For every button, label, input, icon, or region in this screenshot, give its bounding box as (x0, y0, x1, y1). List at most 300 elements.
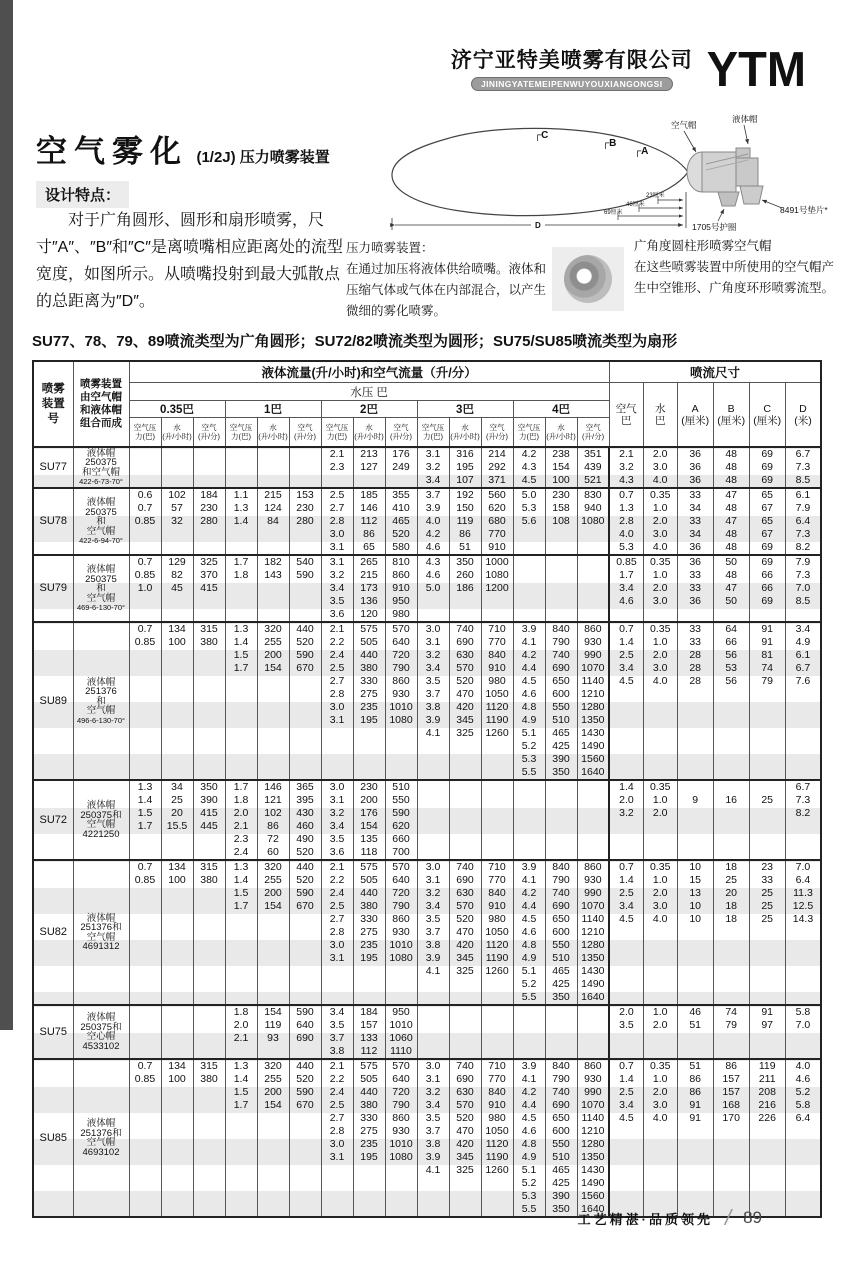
table-row (33, 780, 821, 794)
value-cell (785, 1138, 821, 1151)
value-cell (321, 753, 353, 766)
value-cell (289, 1112, 321, 1125)
value-cell: 102 (257, 807, 289, 820)
value-cell: 20 (713, 887, 749, 900)
value-cell: 550 (545, 1138, 577, 1151)
value-cell (417, 991, 449, 1005)
value-cell (225, 1190, 257, 1203)
value-cell (785, 727, 821, 740)
value-cell: 3.8 (417, 701, 449, 714)
combo-cell: 液体帽 250375 和 空气帽 422-6-94-70° (73, 488, 129, 555)
value-cell: 4.6 (417, 541, 449, 555)
value-cell: 3.9 (417, 714, 449, 727)
table-row (33, 595, 821, 608)
value-cell: 100 (161, 636, 193, 649)
value-cell: 226 (749, 1112, 785, 1125)
value-cell: 0.7 (129, 622, 161, 636)
value-cell: 3.0 (321, 1138, 353, 1151)
value-cell (713, 833, 749, 846)
value-cell (257, 1177, 289, 1190)
value-cell (417, 766, 449, 780)
value-cell (513, 582, 545, 595)
value-cell: 351 (577, 447, 609, 461)
value-cell: 47 (713, 515, 749, 528)
spec-table (32, 360, 822, 1218)
value-cell (193, 978, 225, 991)
value-cell: 3.7 (321, 1032, 353, 1045)
value-cell: 6.7 (785, 662, 821, 675)
value-cell (417, 1045, 449, 1059)
value-cell: 720 (385, 649, 417, 662)
value-cell (321, 978, 353, 991)
value-cell: 315 (193, 622, 225, 636)
device-id-cell: SU89 (33, 622, 73, 780)
value-cell: 135 (353, 833, 385, 846)
value-cell (643, 978, 677, 991)
value-cell (749, 753, 785, 766)
value-cell (417, 740, 449, 753)
table-row (33, 1045, 821, 1059)
value-cell (225, 474, 257, 488)
table-row (33, 860, 821, 874)
value-cell (643, 688, 677, 701)
value-cell (289, 1164, 321, 1177)
table-row (33, 636, 821, 649)
value-cell: 86 (353, 528, 385, 541)
value-cell (785, 1045, 821, 1059)
value-cell: 415 (193, 582, 225, 595)
value-cell: 380 (193, 874, 225, 887)
value-cell: 235 (353, 939, 385, 952)
table-row (33, 965, 821, 978)
value-cell: 1.3 (225, 502, 257, 515)
value-cell: 25 (713, 874, 749, 887)
value-cell: 119 (749, 1059, 785, 1073)
table-row (33, 1086, 821, 1099)
value-cell (225, 740, 257, 753)
value-cell: 465 (545, 965, 577, 978)
value-cell (129, 714, 161, 727)
value-cell: 4.5 (513, 1112, 545, 1125)
value-cell: 660 (385, 833, 417, 846)
value-cell (129, 595, 161, 608)
value-cell: 590 (289, 887, 321, 900)
value-cell (161, 714, 193, 727)
value-cell: 5.2 (785, 1086, 821, 1099)
table-row (33, 528, 821, 541)
value-cell: 325 (449, 1164, 481, 1177)
value-cell: 3.9 (417, 502, 449, 515)
value-cell: 86 (257, 820, 289, 833)
value-cell: 3.4 (417, 474, 449, 488)
value-cell: 3.2 (321, 807, 353, 820)
value-cell: 34 (161, 780, 193, 794)
value-cell (713, 1125, 749, 1138)
value-cell (749, 1190, 785, 1203)
value-cell (643, 833, 677, 846)
header-cell: 4巴 (513, 401, 609, 418)
value-cell: 28 (677, 649, 713, 662)
value-cell: 1000 (481, 555, 513, 569)
value-cell (749, 740, 785, 753)
value-cell: 100 (545, 474, 577, 488)
value-cell: 790 (545, 874, 577, 887)
value-cell (609, 727, 643, 740)
value-cell: 134 (161, 860, 193, 874)
value-cell: 990 (577, 649, 609, 662)
header-cell: 0.35巴 (129, 401, 225, 418)
value-cell (481, 833, 513, 846)
value-cell: 3.5 (321, 833, 353, 846)
value-cell: 265 (353, 555, 385, 569)
value-cell (161, 753, 193, 766)
value-cell: 420 (449, 1138, 481, 1151)
value-cell: 1010 (385, 1019, 417, 1032)
value-cell: 48 (713, 447, 749, 461)
value-cell (193, 1099, 225, 1112)
value-cell (785, 952, 821, 965)
value-cell (257, 582, 289, 595)
value-cell: 0.85 (129, 636, 161, 649)
value-cell: 184 (353, 1005, 385, 1019)
value-cell: 275 (353, 926, 385, 939)
value-cell: 7.0 (785, 1019, 821, 1032)
value-cell (713, 807, 749, 820)
value-cell (129, 701, 161, 714)
value-cell: 213 (353, 447, 385, 461)
value-cell (321, 474, 353, 488)
value-cell (417, 608, 449, 622)
value-cell (481, 780, 513, 794)
value-cell (353, 965, 385, 978)
header-cell: 空气 (升/分) (577, 418, 609, 448)
value-cell: 0.35 (643, 488, 677, 502)
value-cell: 1.5 (225, 887, 257, 900)
value-cell (225, 595, 257, 608)
value-cell: 91 (749, 622, 785, 636)
value-cell (713, 753, 749, 766)
value-cell (545, 541, 577, 555)
value-cell (449, 807, 481, 820)
value-cell: 3.0 (643, 900, 677, 913)
value-cell: 5.2 (513, 978, 545, 991)
value-cell (417, 1203, 449, 1217)
value-cell: 4.1 (513, 636, 545, 649)
value-cell: 2.1 (609, 447, 643, 461)
value-cell (161, 528, 193, 541)
value-cell: 315 (193, 1059, 225, 1073)
value-cell (677, 991, 713, 1005)
device-id-cell: SU77 (33, 447, 73, 488)
value-cell (677, 807, 713, 820)
value-cell: 1010 (385, 1138, 417, 1151)
table-row (33, 701, 821, 714)
value-cell (417, 780, 449, 794)
table-row (33, 1112, 821, 1125)
table-row (33, 582, 821, 595)
value-cell (161, 461, 193, 474)
header-cell: 水 (升/小时) (353, 418, 385, 448)
value-cell (161, 978, 193, 991)
table-row (33, 913, 821, 926)
value-cell (385, 474, 417, 488)
value-cell: 3.6 (321, 608, 353, 622)
header-cell: 空气 (升/分) (481, 418, 513, 448)
value-cell (749, 846, 785, 860)
dim-d-label: D (535, 221, 541, 230)
ytm-logo: YTM (706, 40, 806, 96)
value-cell: 74 (749, 662, 785, 675)
value-cell: 3.4 (609, 900, 643, 913)
value-cell: 1280 (577, 939, 609, 952)
value-cell: 154 (257, 900, 289, 913)
value-cell: 2.2 (321, 636, 353, 649)
value-cell (193, 649, 225, 662)
value-cell (353, 474, 385, 488)
value-cell: 680 (481, 515, 513, 528)
table-row (33, 740, 821, 753)
value-cell (713, 1164, 749, 1177)
value-cell: 2.7 (321, 913, 353, 926)
value-cell: 7.3 (785, 528, 821, 541)
footer-separator: / (724, 1205, 732, 1230)
device-group-su82 (33, 860, 821, 1005)
value-cell: 3.2 (321, 569, 353, 582)
value-cell: 48 (713, 474, 749, 488)
value-cell: 4.1 (417, 1164, 449, 1177)
value-cell: 840 (481, 649, 513, 662)
value-cell: 208 (749, 1086, 785, 1099)
device-id-cell: SU82 (33, 860, 73, 1005)
value-cell: 465 (545, 727, 577, 740)
value-cell (513, 569, 545, 582)
value-cell: 0.35 (643, 555, 677, 569)
value-cell: 292 (481, 461, 513, 474)
value-cell (449, 820, 481, 833)
value-cell: 2.0 (643, 649, 677, 662)
value-cell: 119 (449, 515, 481, 528)
value-cell: 2.7 (321, 1112, 353, 1125)
value-cell: 6.7 (785, 447, 821, 461)
value-cell (161, 1099, 193, 1112)
value-cell (129, 1125, 161, 1138)
value-cell (193, 1032, 225, 1045)
value-cell (449, 978, 481, 991)
device-id-cell: SU79 (33, 555, 73, 622)
value-cell (481, 846, 513, 860)
value-cell (321, 991, 353, 1005)
value-cell (643, 1190, 677, 1203)
value-cell: 153 (289, 488, 321, 502)
value-cell (161, 1164, 193, 1177)
value-cell: 48 (713, 461, 749, 474)
combo-cell: 液体帽 250375 和空气帽 422-6-73-70° (73, 447, 129, 488)
value-cell (385, 753, 417, 766)
table-row (33, 1125, 821, 1138)
value-cell: 345 (449, 952, 481, 965)
value-cell: 770 (481, 528, 513, 541)
value-cell: 82 (161, 569, 193, 582)
value-cell: 33 (677, 636, 713, 649)
value-cell (193, 900, 225, 913)
value-cell: 6.1 (785, 649, 821, 662)
value-cell (257, 978, 289, 991)
value-cell (677, 1190, 713, 1203)
dist-69-label: 69厘米 (604, 210, 623, 216)
header-cell: 空气 (升/分) (385, 418, 417, 448)
value-cell (353, 1203, 385, 1217)
value-cell: 211 (749, 1073, 785, 1086)
value-cell: 3.4 (321, 820, 353, 833)
value-cell (545, 1005, 577, 1019)
value-cell (577, 833, 609, 846)
value-cell (609, 740, 643, 753)
value-cell: 650 (545, 675, 577, 688)
value-cell (677, 965, 713, 978)
value-cell (545, 528, 577, 541)
value-cell (481, 1019, 513, 1032)
value-cell: 2.5 (321, 900, 353, 913)
value-cell (225, 1112, 257, 1125)
value-cell: 330 (353, 1112, 385, 1125)
value-cell (749, 1164, 785, 1177)
value-cell: 4.0 (643, 474, 677, 488)
value-cell: 2.8 (321, 1125, 353, 1138)
value-cell: 2.0 (643, 887, 677, 900)
value-cell (289, 965, 321, 978)
value-cell: 36 (677, 447, 713, 461)
value-cell: 5.8 (785, 1005, 821, 1019)
wide-angle-note-body: 在这些喷雾装置中所使用的空气帽产生中空锥形、广角度环形喷雾流型。 (634, 260, 835, 295)
value-cell (785, 1125, 821, 1138)
value-cell (677, 714, 713, 727)
value-cell: 380 (193, 1073, 225, 1086)
value-cell (193, 727, 225, 740)
value-cell (257, 528, 289, 541)
value-cell: 67 (749, 502, 785, 515)
value-cell (161, 887, 193, 900)
value-cell: 2.7 (321, 502, 353, 515)
table-row (33, 939, 821, 952)
header-cell: D (米) (785, 383, 821, 448)
value-cell: 6.4 (785, 1112, 821, 1125)
value-cell (643, 1125, 677, 1138)
value-cell: 2.2 (321, 874, 353, 887)
dist-46-label: 46厘米 (626, 202, 645, 208)
value-cell: 690 (545, 662, 577, 675)
pressure-note-body: 在通过加压将液体供给喷嘴。液体和压缩气体或气体在内部混合，以产生微细的雾化喷雾。 (346, 262, 547, 318)
value-cell: 840 (545, 622, 577, 636)
value-cell (481, 820, 513, 833)
value-cell: 790 (385, 1099, 417, 1112)
value-cell (609, 978, 643, 991)
combo-cell: 液体帽 250375 和 空气帽 469-6-130-70° (73, 555, 129, 622)
value-cell (713, 846, 749, 860)
value-cell (129, 952, 161, 965)
combo-cell: 液体帽 250375和 空气帽 4221250 (73, 780, 129, 860)
value-cell: 28 (677, 675, 713, 688)
value-cell: 490 (289, 833, 321, 846)
value-cell (545, 1019, 577, 1032)
value-cell: 66 (749, 582, 785, 595)
value-cell (513, 807, 545, 820)
table-row (33, 1073, 821, 1086)
value-cell: 1260 (481, 1164, 513, 1177)
value-cell: 345 (449, 1151, 481, 1164)
value-cell: 3.5 (321, 1019, 353, 1032)
value-cell: 14.3 (785, 913, 821, 926)
value-cell: 420 (449, 939, 481, 952)
value-cell (609, 608, 643, 622)
table-row (33, 714, 821, 727)
value-cell: 3.2 (417, 1086, 449, 1099)
value-cell (257, 913, 289, 926)
value-cell: 3.1 (417, 447, 449, 461)
value-cell: 4.1 (417, 965, 449, 978)
value-cell: 255 (257, 874, 289, 887)
value-cell: 3.5 (609, 1019, 643, 1032)
value-cell (677, 1177, 713, 1190)
value-cell: 45 (161, 582, 193, 595)
wide-angle-note (634, 236, 840, 299)
value-cell: 1.4 (225, 515, 257, 528)
value-cell (609, 1190, 643, 1203)
value-cell: 34 (677, 502, 713, 515)
value-cell (513, 820, 545, 833)
table-row (33, 1019, 821, 1032)
value-cell: 1200 (481, 582, 513, 595)
value-cell (257, 753, 289, 766)
value-cell: 1350 (577, 714, 609, 727)
value-cell: 1350 (577, 952, 609, 965)
value-cell: 48 (713, 569, 749, 582)
value-cell: 1050 (481, 926, 513, 939)
value-cell: 36 (677, 541, 713, 555)
value-cell: 1140 (577, 675, 609, 688)
value-cell (417, 846, 449, 860)
value-cell (193, 965, 225, 978)
value-cell: 97 (749, 1019, 785, 1032)
value-cell: 3.1 (321, 541, 353, 555)
value-cell (161, 913, 193, 926)
value-cell (609, 965, 643, 978)
value-cell: 4.2 (513, 447, 545, 461)
value-cell: 390 (545, 753, 577, 766)
value-cell: 690 (449, 874, 481, 887)
value-cell: 238 (545, 447, 577, 461)
value-cell: 1.4 (225, 1073, 257, 1086)
value-cell (161, 447, 193, 461)
value-cell: 620 (481, 502, 513, 515)
value-cell: 4.2 (417, 528, 449, 541)
value-cell: 275 (353, 688, 385, 701)
value-cell (257, 952, 289, 965)
value-cell (713, 926, 749, 939)
value-cell (749, 1125, 785, 1138)
value-cell: 440 (353, 887, 385, 900)
value-cell: 3.5 (417, 913, 449, 926)
value-cell (225, 965, 257, 978)
value-cell: 425 (545, 1177, 577, 1190)
value-cell: 2.7 (321, 675, 353, 688)
value-cell: 2.0 (609, 794, 643, 807)
value-cell: 3.8 (321, 1045, 353, 1059)
value-cell: 590 (289, 649, 321, 662)
value-cell (643, 846, 677, 860)
value-cell: 4.4 (513, 662, 545, 675)
value-cell (161, 740, 193, 753)
value-cell: 60 (257, 846, 289, 860)
